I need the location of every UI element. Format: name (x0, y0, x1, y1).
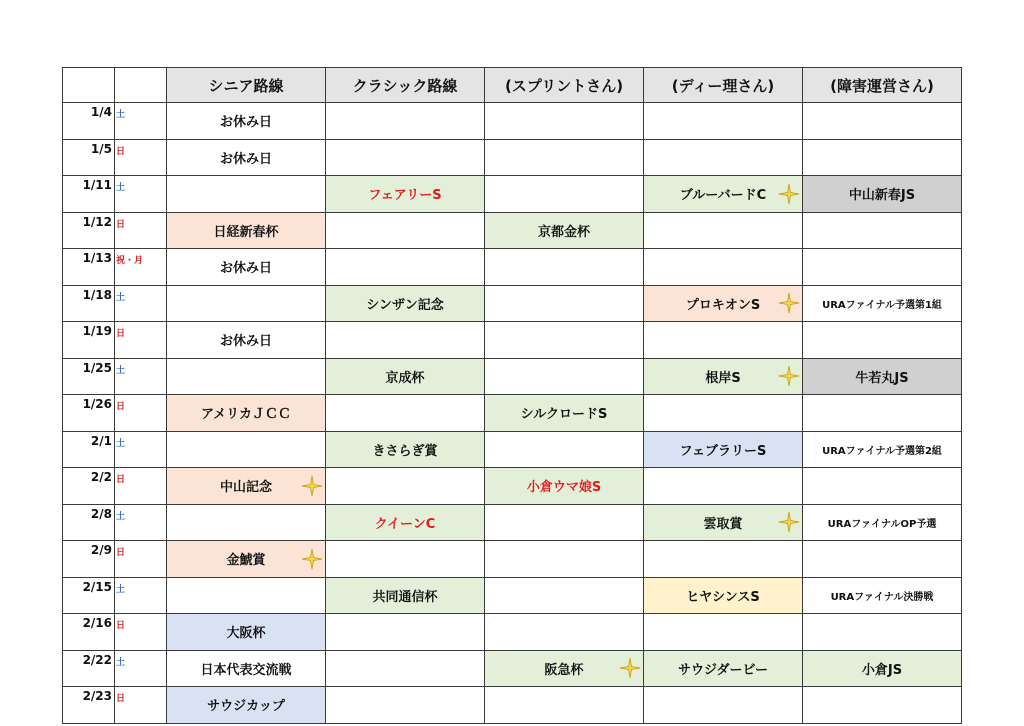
weekday-cell: 土 (115, 650, 167, 687)
race-cell-sprint (485, 322, 644, 359)
race-name: 根岸S (705, 370, 741, 386)
race-cell-sprint (485, 431, 644, 468)
table-row (63, 650, 962, 687)
table-row (63, 212, 962, 249)
race-cell-steeple (803, 103, 962, 140)
race-cell-steeple (803, 468, 962, 505)
race-name: お休み日 (219, 334, 272, 350)
race-name: サウジカップ (207, 699, 285, 715)
race-name: 牛若丸JS (855, 370, 909, 386)
race-cell-senior (167, 614, 326, 651)
race-cell-steeple (803, 358, 962, 395)
race-cell-steeple (803, 577, 962, 614)
race-name: クイーンC (374, 516, 436, 532)
race-name: 中山新春JS (848, 188, 916, 204)
race-cell-classic (326, 431, 485, 468)
race-cell-senior (167, 212, 326, 249)
race-name: きさらぎ賞 (372, 443, 438, 459)
race-cell-steeple (803, 614, 962, 651)
table-row (63, 614, 962, 651)
table-row (63, 103, 962, 140)
race-cell-senior (167, 431, 326, 468)
race-cell-dirt (644, 687, 803, 724)
race-cell-classic (326, 650, 485, 687)
header-steeplechase: (障害運営さん) (803, 68, 962, 103)
race-cell-steeple (803, 249, 962, 286)
weekday-cell: 土 (115, 103, 167, 140)
race-name: 小倉ウマ娘S (526, 480, 602, 496)
race-cell-dirt (644, 614, 803, 651)
race-name: 日本代表交流戦 (200, 662, 292, 678)
weekday-cell: 日 (115, 395, 167, 432)
weekday-cell: 日 (115, 322, 167, 359)
race-cell-sprint (485, 614, 644, 651)
header-sprint: (スプリントさん) (485, 68, 644, 103)
race-cell-senior (167, 358, 326, 395)
race-cell-dirt (644, 249, 803, 286)
date-cell: 2/2 (63, 468, 115, 505)
date-cell: 2/1 (63, 431, 115, 468)
race-cell-sprint (485, 395, 644, 432)
date-cell: 1/18 (63, 285, 115, 322)
race-name: 金鯱賞 (226, 553, 266, 569)
race-cell-steeple (803, 431, 962, 468)
race-cell-classic (326, 577, 485, 614)
race-cell-dirt (644, 212, 803, 249)
race-cell-dirt (644, 468, 803, 505)
weekday-cell: 祝・月 (115, 249, 167, 286)
table-row (63, 504, 962, 541)
race-cell-steeple (803, 395, 962, 432)
race-cell-dirt (644, 395, 803, 432)
race-name: 京成杯 (385, 370, 425, 386)
race-cell-sprint (485, 687, 644, 724)
date-cell: 1/12 (63, 212, 115, 249)
race-cell-classic (326, 395, 485, 432)
header-dow-blank (115, 68, 167, 103)
date-cell: 2/8 (63, 504, 115, 541)
race-cell-dirt (644, 176, 803, 213)
sparkle-star-icon (619, 657, 641, 679)
race-cell-classic (326, 687, 485, 724)
header-date-blank (63, 68, 115, 103)
race-cell-dirt (644, 322, 803, 359)
weekday-cell: 土 (115, 176, 167, 213)
race-name: サウジダービー (678, 662, 768, 678)
race-name: プロキオンS (685, 297, 761, 313)
race-cell-senior (167, 687, 326, 724)
header-classic-route: クラシック路線 (326, 68, 485, 103)
header-row (63, 68, 962, 103)
race-name: フェブラリーS (679, 443, 767, 459)
race-cell-senior (167, 577, 326, 614)
race-cell-dirt (644, 285, 803, 322)
table-row (63, 358, 962, 395)
race-cell-classic (326, 504, 485, 541)
race-name: 阪急杯 (544, 662, 584, 678)
race-name: お休み日 (219, 151, 272, 167)
date-cell: 2/22 (63, 650, 115, 687)
header-senior-route: シニア路線 (167, 68, 326, 103)
table-row (63, 395, 962, 432)
weekday-cell: 日 (115, 614, 167, 651)
race-name: 大阪杯 (226, 626, 266, 642)
race-cell-dirt (644, 577, 803, 614)
race-name: 京都金杯 (537, 224, 590, 240)
race-cell-classic (326, 176, 485, 213)
weekday-cell: 土 (115, 358, 167, 395)
race-cell-senior (167, 285, 326, 322)
race-cell-sprint (485, 504, 644, 541)
race-cell-senior (167, 395, 326, 432)
race-name: ブルーバードC (679, 188, 767, 204)
race-cell-steeple (803, 212, 962, 249)
weekday-cell: 土 (115, 577, 167, 614)
race-cell-classic (326, 322, 485, 359)
weekday-cell: 日 (115, 139, 167, 176)
sparkle-star-icon (778, 183, 800, 205)
table-row (63, 687, 962, 724)
date-cell: 1/13 (63, 249, 115, 286)
race-name: URAファイナル予選第1組 (822, 299, 942, 311)
race-name: お休み日 (219, 115, 272, 131)
table-row (63, 285, 962, 322)
race-name: ヒヤシンスS (686, 589, 760, 605)
race-cell-senior (167, 650, 326, 687)
race-cell-dirt (644, 504, 803, 541)
race-cell-steeple (803, 504, 962, 541)
race-cell-sprint (485, 577, 644, 614)
race-name: シルクロードS (520, 407, 608, 423)
race-name: URAファイナル決勝戦 (830, 591, 934, 603)
date-cell: 1/5 (63, 139, 115, 176)
date-cell: 1/25 (63, 358, 115, 395)
race-cell-senior (167, 103, 326, 140)
race-name: 日経新春杯 (213, 224, 279, 240)
date-cell: 2/9 (63, 541, 115, 578)
weekday-cell: 日 (115, 687, 167, 724)
race-name: 中山記念 (219, 480, 272, 496)
sparkle-star-icon (301, 548, 323, 570)
weekday-cell: 日 (115, 212, 167, 249)
race-cell-classic (326, 358, 485, 395)
race-cell-sprint (485, 103, 644, 140)
race-cell-steeple (803, 541, 962, 578)
race-name: 雲取賞 (703, 516, 743, 532)
race-cell-sprint (485, 468, 644, 505)
race-cell-dirt (644, 358, 803, 395)
table-row (63, 176, 962, 213)
sparkle-star-icon (778, 365, 800, 387)
race-cell-classic (326, 614, 485, 651)
race-schedule-table (62, 67, 962, 724)
race-name: フェアリーS (368, 188, 442, 204)
table-row (63, 541, 962, 578)
race-cell-dirt (644, 541, 803, 578)
race-cell-senior (167, 504, 326, 541)
race-name: URAファイナル予選第2組 (822, 445, 942, 457)
race-cell-steeple (803, 139, 962, 176)
header-dirt: (ディー理さん) (644, 68, 803, 103)
race-cell-classic (326, 139, 485, 176)
weekday-cell: 日 (115, 468, 167, 505)
race-name: 小倉JS (861, 662, 903, 678)
race-cell-sprint (485, 285, 644, 322)
race-cell-senior (167, 322, 326, 359)
table-row (63, 431, 962, 468)
date-cell: 2/16 (63, 614, 115, 651)
weekday-cell: 土 (115, 504, 167, 541)
race-cell-dirt (644, 650, 803, 687)
race-cell-dirt (644, 139, 803, 176)
race-cell-senior (167, 249, 326, 286)
race-cell-sprint (485, 541, 644, 578)
sparkle-star-icon (301, 475, 323, 497)
date-cell: 1/4 (63, 103, 115, 140)
date-cell: 2/15 (63, 577, 115, 614)
table-row (63, 249, 962, 286)
race-cell-classic (326, 212, 485, 249)
race-cell-senior (167, 541, 326, 578)
sparkle-star-icon (778, 292, 800, 314)
race-cell-dirt (644, 103, 803, 140)
race-cell-classic (326, 103, 485, 140)
race-cell-senior (167, 468, 326, 505)
race-cell-steeple (803, 176, 962, 213)
race-cell-steeple (803, 650, 962, 687)
race-cell-steeple (803, 322, 962, 359)
race-name: 共同通信杯 (372, 589, 438, 605)
race-cell-steeple (803, 285, 962, 322)
race-cell-classic (326, 541, 485, 578)
race-cell-classic (326, 249, 485, 286)
weekday-cell: 日 (115, 541, 167, 578)
race-cell-classic (326, 285, 485, 322)
race-cell-senior (167, 176, 326, 213)
date-cell: 1/19 (63, 322, 115, 359)
table-row (63, 322, 962, 359)
race-cell-classic (326, 468, 485, 505)
table-row (63, 468, 962, 505)
race-cell-sprint (485, 358, 644, 395)
race-cell-sprint (485, 139, 644, 176)
race-cell-sprint (485, 212, 644, 249)
weekday-cell: 土 (115, 285, 167, 322)
race-name: シンザン記念 (366, 297, 444, 313)
table-row (63, 577, 962, 614)
race-cell-sprint (485, 249, 644, 286)
table-row (63, 139, 962, 176)
race-cell-sprint (485, 176, 644, 213)
date-cell: 2/23 (63, 687, 115, 724)
race-name: お休み日 (219, 261, 272, 277)
race-cell-sprint (485, 650, 644, 687)
race-cell-steeple (803, 687, 962, 724)
race-name: URAファイナルOP予選 (827, 518, 937, 530)
race-name: アメリカＪＣＣ (200, 407, 292, 423)
sparkle-star-icon (778, 511, 800, 533)
date-cell: 1/26 (63, 395, 115, 432)
race-cell-dirt (644, 431, 803, 468)
weekday-cell: 土 (115, 431, 167, 468)
date-cell: 1/11 (63, 176, 115, 213)
race-cell-senior (167, 139, 326, 176)
